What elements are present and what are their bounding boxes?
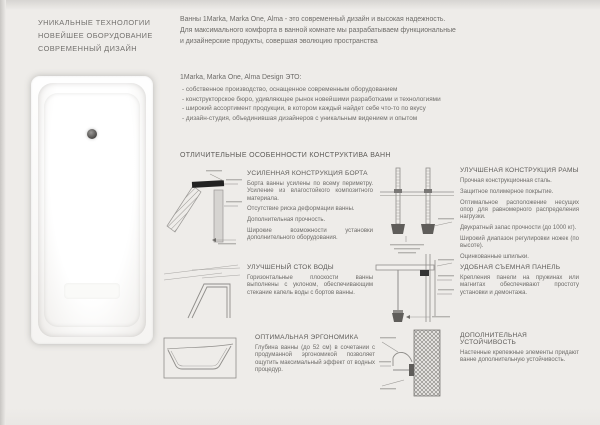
- rim-reinforcement-diagram: [166, 166, 244, 258]
- feature-text: Борта ванны усилены по всему периметру. Усиление из влагостойкого композитного материала.: [247, 181, 373, 202]
- feature-drain: [247, 264, 373, 300]
- section-title: ОТЛИЧИТЕЛЬНЫЕ ОСОБЕННОСТИ КОНСТРУКТИВА ВАНН: [180, 152, 391, 159]
- feature-ergonomics: [255, 334, 375, 378]
- bathtub-drain: [87, 129, 97, 139]
- slogan-line: СОВРЕМЕННЫЙ ДИЗАЙН: [38, 44, 137, 53]
- feature-text: Оптимальное расположение несущих опор для равномерного распределения нагрузки.: [460, 199, 579, 221]
- feature-text: Широкий диапазон регулировки ножек (по высоте).: [460, 235, 579, 250]
- feature-title: УЛУЧШЕНЫЙ СТОК ВОДЫ: [247, 264, 334, 271]
- feature-text: Глубина ванны (до 52 см) в сочетании с продуманной эргономикой позволяет ощутить максимальный эффект от водных процедур.: [255, 345, 375, 373]
- removable-panel-diagram: [374, 250, 456, 338]
- feature-text: Дополнительная прочность.: [247, 217, 326, 224]
- intro-line: Для максимального комфорта в ванной комнате мы разрабатываем функциональные: [180, 26, 456, 34]
- feature-text: Прочная конструкционная сталь.: [460, 178, 552, 184]
- brand-bullet: - собственное производство, оснащенное современным оборудованием: [182, 86, 398, 93]
- feature-frame: [460, 167, 579, 265]
- feature-text: Защитное полимерное покрытие.: [460, 188, 554, 195]
- feature-stability: [460, 332, 579, 368]
- brand-bullet: - широкий ассортимент продукции, в котором каждый найдет себе что-то по вкусу: [182, 105, 426, 113]
- intro-line: и дизайнерские продукты, совершая эволюцию пространства: [180, 37, 378, 45]
- slogan-line: НОВЕЙШЕЕ ОБОРУДОВАНИЕ: [38, 31, 153, 40]
- feature-title: УСИЛЕННАЯ КОНСТРУКЦИЯ БОРТА: [247, 170, 368, 177]
- brand-bullet-list: [182, 85, 577, 123]
- feature-text: Горизонтальные плоскости ванны выполнены с уклоном, обеспечивающим стекание капель воды с бортов ванны.: [247, 275, 373, 296]
- feature-title: УДОБНАЯ СЪЕМНАЯ ПАНЕЛЬ: [460, 264, 561, 271]
- feature-rim: [247, 170, 373, 246]
- slogan-line: УНИКАЛЬНЫЕ ТЕХНОЛОГИИ: [38, 18, 151, 27]
- bathtub-bottom-area: [64, 283, 120, 299]
- bathtub-top-view-photo: [31, 76, 153, 344]
- feature-panel: [460, 264, 579, 300]
- feature-text: Настенные крепежные элементы придают ванне дополнительную устойчивость.: [460, 350, 579, 364]
- feature-text: Двукратный запас прочности (до 1000 кг).: [460, 224, 577, 231]
- feature-title: ДОПОЛНИТЕЛЬНАЯ УСТОЙЧИВОСТЬ: [460, 332, 528, 346]
- feature-text: Крепления панели на пружинах или магнитах обеспечивают простоту установки и демонтажа.: [460, 275, 579, 296]
- feature-text: Оцинкованные шпильки.: [460, 253, 529, 260]
- intro-paragraph: [180, 15, 456, 47]
- feature-text: Отсутствие риска деформации ванны.: [247, 206, 355, 213]
- frame-legs-diagram: [376, 162, 458, 258]
- brand-bullet: - конструкторское бюро, удивляющее рынок новейшими разработками и технологиями: [182, 95, 441, 103]
- feature-title: ОПТИМАЛЬНАЯ ЭРГОНОМИКА: [255, 334, 359, 341]
- feature-text: Широкие возможности установки дополнительного оборудования.: [247, 227, 373, 242]
- intro-line: Ванны 1Marka, Marka One, Alma - это современный дизайн и высокая надежность.: [180, 16, 446, 23]
- brand-block-title: 1Marka, Marka One, Alma Design ЭТО:: [180, 74, 302, 81]
- water-drain-slope-diagram: [162, 258, 242, 326]
- ergonomics-diagram: [163, 337, 237, 379]
- slogan-block: [38, 16, 153, 55]
- bathtub-rim: [38, 83, 146, 337]
- wall-mount-diagram: [378, 326, 450, 404]
- feature-title: УЛУЧШЕНАЯ КОНСТРУКЦИЯ РАМЫ: [460, 167, 579, 174]
- brand-bullet: - дизайн-студия, объединившая дизайнеров с уникальным видением и опытом: [182, 114, 418, 122]
